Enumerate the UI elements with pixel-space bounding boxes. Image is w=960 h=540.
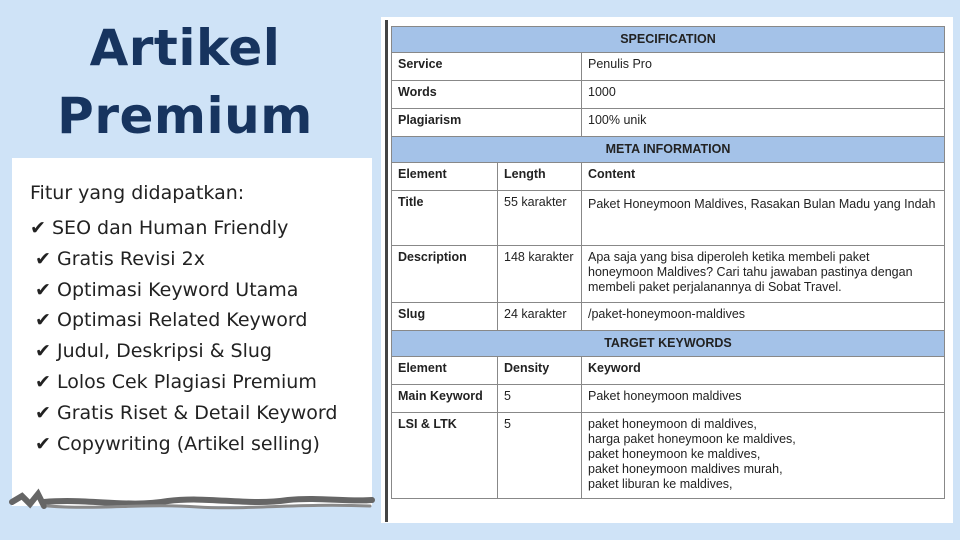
meta-length: 55 karakter	[498, 191, 582, 246]
check-icon: ✔	[35, 309, 51, 332]
feature-item	[30, 244, 337, 275]
meta-length: 148 karakter	[498, 246, 582, 303]
feature-label: Optimasi Keyword Utama	[57, 278, 299, 301]
feature-list	[30, 213, 337, 459]
spec-label: Service	[392, 53, 582, 81]
meta-content: /paket-honeymoon-maldives	[582, 303, 945, 331]
table-row	[392, 109, 945, 137]
keyword-element: Main Keyword	[392, 385, 498, 413]
check-icon: ✔	[30, 217, 46, 239]
features-card	[12, 158, 372, 506]
feature-label: Gratis Riset & Detail Keyword	[57, 401, 338, 424]
keyword-value: Paket honeymoon maldives	[582, 385, 945, 413]
column-header: Element	[392, 357, 498, 385]
meta-element: Slug	[392, 303, 498, 331]
feature-label: Judul, Deskripsi & Slug	[57, 340, 272, 363]
feature-label: SEO dan Human Friendly	[52, 217, 289, 239]
keywords-header-row	[392, 331, 945, 357]
table-row	[392, 385, 945, 413]
table-row	[392, 81, 945, 109]
brush-stroke-decoration	[8, 488, 378, 518]
title-line-1: Artikel	[89, 19, 281, 77]
title-line-2: Premium	[57, 87, 313, 145]
check-icon: ✔	[35, 401, 51, 424]
feature-item	[30, 367, 337, 398]
page-title	[12, 14, 358, 150]
meta-header-row	[392, 137, 945, 163]
table-row	[392, 246, 945, 303]
feature-label: Lolos Cek Plagiasi Premium	[57, 370, 317, 393]
check-icon: ✔	[35, 432, 51, 455]
check-icon: ✔	[35, 370, 51, 393]
meta-content: Paket Honeymoon Maldives, Rasakan Bulan Madu yang Indah	[582, 191, 945, 246]
keywords-header: TARGET KEYWORDS	[392, 331, 945, 357]
table-row	[392, 413, 945, 499]
keyword-density: 5	[498, 385, 582, 413]
table-row	[392, 191, 945, 246]
feature-item	[30, 398, 337, 429]
meta-element: Description	[392, 246, 498, 303]
table-row	[392, 53, 945, 81]
column-header: Element	[392, 163, 498, 191]
spec-label: Plagiarism	[392, 109, 582, 137]
feature-item	[30, 213, 337, 244]
keyword-value: paket honeymoon di maldives, harga paket honeymoon ke maldives, paket honeymoon ke maldives, paket honeymoon maldives murah, paket liburan ke maldives,	[582, 413, 945, 499]
document-edge	[385, 20, 388, 522]
keyword-element: LSI & LTK	[392, 413, 498, 499]
features-heading: Fitur yang didapatkan:	[30, 182, 245, 204]
meta-length: 24 karakter	[498, 303, 582, 331]
spec-value: 100% unik	[582, 109, 945, 137]
table-row	[392, 357, 945, 385]
check-icon: ✔	[35, 340, 51, 363]
table-row	[392, 163, 945, 191]
meta-header: META INFORMATION	[392, 137, 945, 163]
spec-value: Penulis Pro	[582, 53, 945, 81]
spec-table	[391, 26, 945, 499]
keyword-density: 5	[498, 413, 582, 499]
feature-item	[30, 336, 337, 367]
feature-label: Optimasi Related Keyword	[57, 309, 308, 332]
feature-item	[30, 429, 337, 460]
column-header: Density	[498, 357, 582, 385]
meta-element: Title	[392, 191, 498, 246]
column-header: Keyword	[582, 357, 945, 385]
column-header: Length	[498, 163, 582, 191]
spec-header-row	[392, 27, 945, 53]
table-row	[392, 303, 945, 331]
spec-document	[381, 17, 953, 523]
spec-value: 1000	[582, 81, 945, 109]
check-icon: ✔	[35, 278, 51, 301]
spec-header: SPECIFICATION	[392, 27, 945, 53]
column-header: Content	[582, 163, 945, 191]
meta-content: Apa saja yang bisa diperoleh ketika membeli paket honeymoon Maldives? Cari tahu jawaban pastinya dengan membeli paket perjalanannya di Sobat Travel.	[582, 246, 945, 303]
feature-item	[30, 305, 337, 336]
spec-label: Words	[392, 81, 582, 109]
feature-label: Copywriting (Artikel selling)	[57, 432, 320, 455]
feature-label: Gratis Revisi 2x	[57, 247, 205, 270]
check-icon: ✔	[35, 247, 51, 270]
feature-item	[30, 275, 337, 306]
